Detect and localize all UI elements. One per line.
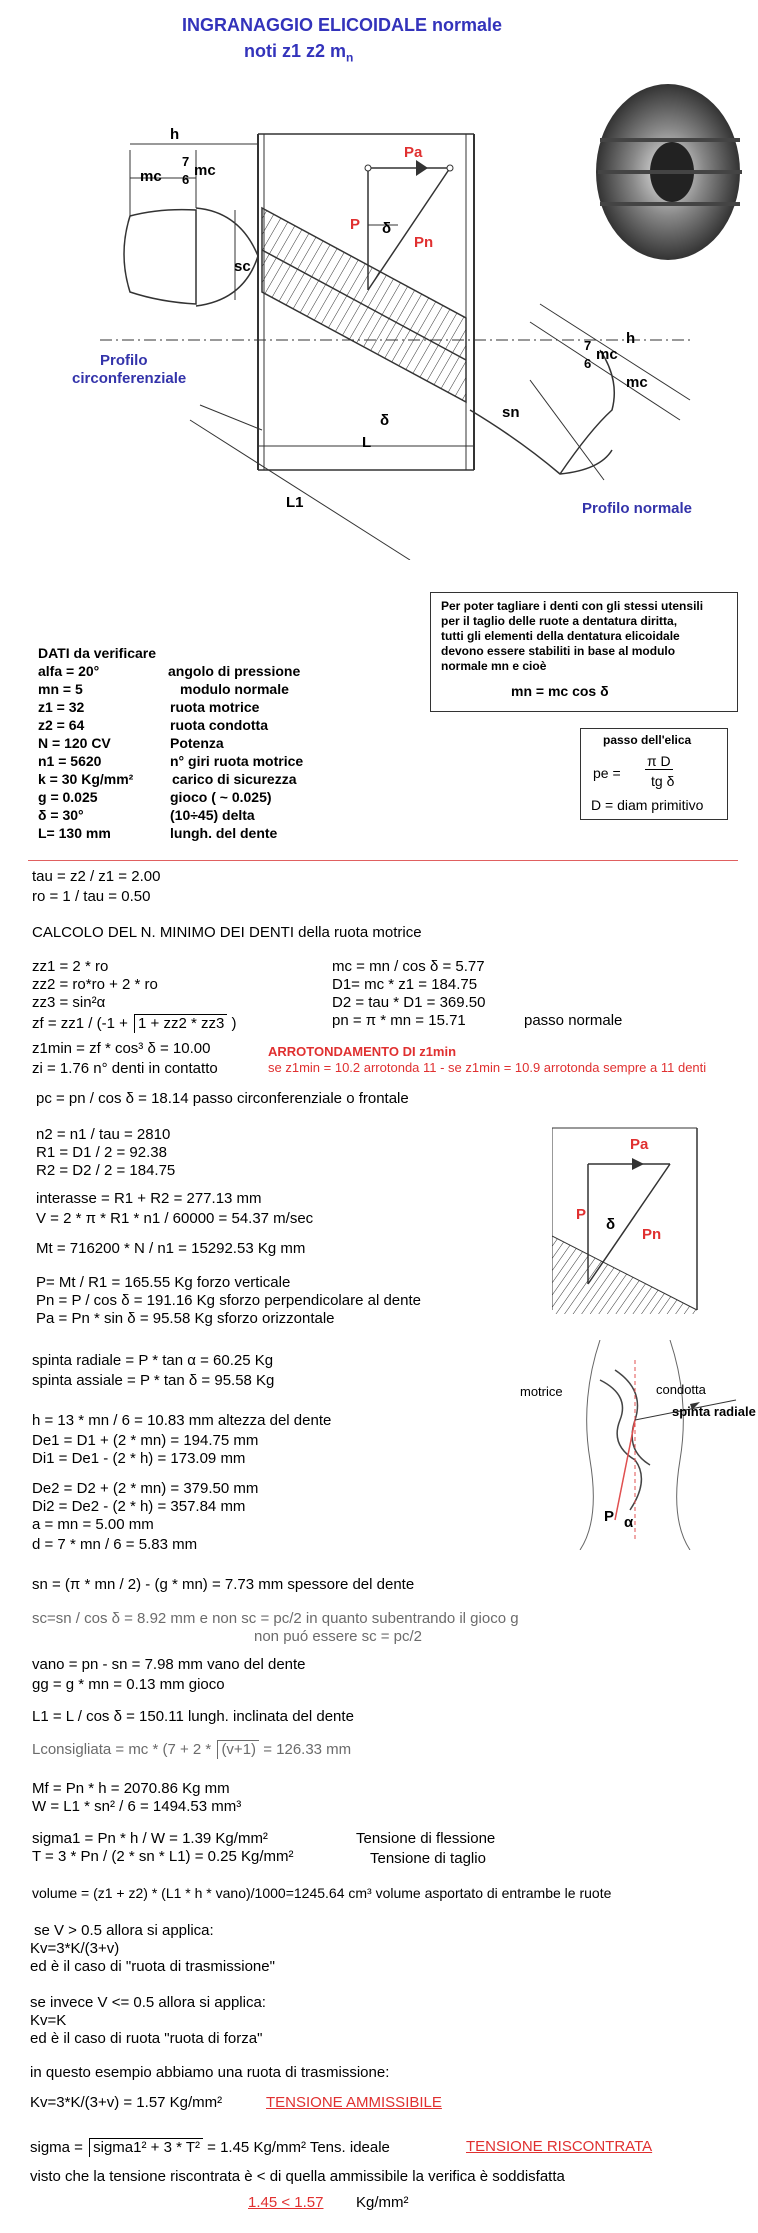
passo-title: passo dell'elica: [603, 733, 692, 747]
arrotondamento-text: se z1min = 10.2 arrotonda 11 - se z1min = 10.9 arrotonda sempre a 11 denti: [268, 1060, 707, 1075]
calc-Di1: Di1 = De1 - (2 * h) = 173.09 mm: [32, 1450, 246, 1467]
calc-Mf: Mf = Pn * h = 2070.86 Kg mm: [32, 1780, 230, 1797]
label-circonferenziale: circonferenziale: [72, 370, 187, 387]
calc-kv-result: Kv=3*K/(3+v) = 1.57 Kg/mm²: [30, 2094, 223, 2111]
dati-desc: angolo di pressione: [168, 663, 301, 679]
calc-seV: se V > 0.5 allora si applica:: [34, 1922, 214, 1939]
calc-spinta-radiale: spinta radiale = P * tan α = 60.25 Kg: [32, 1352, 274, 1369]
calc-zz2: zz2 = ro*ro + 2 * ro: [32, 976, 158, 993]
calc-kv1: Kv=3*K/(3+v): [30, 1940, 120, 1957]
calc-heading: CALCOLO DEL N. MINIMO DEI DENTI della ruota motrice: [32, 924, 422, 941]
calc-d: d = 7 * mn / 6 = 5.83 mm: [32, 1536, 198, 1553]
calc-h: h = 13 * mn / 6 = 10.83 mm altezza del dente: [32, 1412, 332, 1429]
calc-sigma1-label: Tensione di flessione: [356, 1830, 496, 1847]
frac-6: 6: [182, 172, 190, 187]
side-P2: P: [604, 1508, 615, 1525]
side-Pn: Pn: [642, 1226, 662, 1243]
dati-key: L= 130 mm: [38, 825, 111, 841]
dati-desc: ruota motrice: [170, 699, 260, 715]
side-alpha: α: [624, 1514, 634, 1531]
note-line: tutti gli elementi della dentatura elicoidale: [441, 629, 680, 643]
dati-desc: lungh. del dente: [170, 825, 278, 841]
force-side-diagram: [552, 1124, 702, 1314]
helical-gear-diagram: [0, 0, 758, 560]
calc-pc: pc = pn / cos δ = 18.14 passo circonferenziale o frontale: [36, 1090, 409, 1107]
side-Pa: Pa: [630, 1136, 649, 1153]
calc-forza: ed è il caso di ruota "ruota di forza": [30, 2030, 263, 2047]
note-line: Per poter tagliare i denti con gli stessi utensili: [441, 599, 704, 613]
calc-vano: vano = pn - sn = 7.98 mm vano del dente: [32, 1656, 306, 1673]
calc-n2: n2 = n1 / tau = 2810: [36, 1126, 171, 1143]
dim-sn: sn: [502, 404, 520, 421]
note-line: per il taglio delle ruote a dentatura diritta,: [441, 614, 678, 628]
calc-interasse: interasse = R1 + R2 = 277.13 mm: [36, 1190, 262, 1207]
dati-desc: Potenza: [170, 735, 224, 751]
calc-Di2: Di2 = De2 - (2 * h) = 357.84 mm: [32, 1498, 246, 1515]
note-formula: mn = mc cos δ: [511, 683, 609, 699]
note-line: normale mn e cioè: [441, 659, 547, 673]
angle-delta-2: δ: [380, 412, 390, 429]
calc-ro: ro = 1 / tau = 0.50: [32, 888, 151, 905]
frac-7-right: 7: [584, 338, 592, 353]
calc-mc: mc = mn / cos δ = 5.77: [332, 958, 485, 975]
calc-final-unit: Kg/mm²: [356, 2194, 409, 2211]
calc-R1: R1 = D1 / 2 = 92.38: [36, 1144, 167, 1161]
side-P: P: [576, 1206, 587, 1223]
passo-d: D = diam primitivo: [591, 797, 704, 813]
dati-key: mn = 5: [38, 681, 83, 697]
calc-sigma: sigma = sigma1² + 3 * T² = 1.45 Kg/mm² Tens. ideale: [30, 2139, 390, 2156]
dati-desc: (10÷45) delta: [170, 807, 255, 823]
calc-z1min: z1min = zf * cos³ δ = 10.00: [32, 1040, 211, 1057]
calc-kv2: Kv=K: [30, 2012, 67, 2029]
calc-lconsigliata: Lconsigliata = mc * (7 + 2 * (v+1) = 126.33 mm: [32, 1741, 352, 1758]
dim-L: L: [362, 434, 372, 451]
side-motrice: motrice: [520, 1384, 563, 1399]
calc-volume: volume = (z1 + z2) * (L1 * h * vano)/1000=1245.64 cm³ volume asportato di entrambe le ruote: [32, 1885, 612, 1901]
calc-zz1: zz1 = 2 * ro: [32, 958, 109, 975]
note-line: devono essere stabiliti in base al modulo: [441, 644, 676, 658]
dati-key: N = 120 CV: [38, 735, 111, 751]
dim-mc: mc: [140, 168, 162, 185]
angle-delta: δ: [382, 220, 392, 237]
passo-box: [580, 728, 728, 820]
label-profilo-normale: Profilo normale: [582, 500, 693, 517]
dim-7-6-mc: mc: [194, 162, 216, 179]
dati-desc: gioco ( ~ 0.025): [170, 789, 272, 805]
tensione-riscontrata: TENSIONE RISCONTRATA: [466, 2138, 653, 2155]
calc-zf: zf = zz1 / (-1 + 1 + zz2 * zz3 ): [32, 1015, 237, 1032]
force-Pn: Pn: [414, 234, 434, 251]
calc-R2: R2 = D2 / 2 = 184.75: [36, 1162, 176, 1179]
dati-key: alfa = 20°: [38, 663, 100, 679]
page-subtitle: noti z1 z2 $m_n$: [244, 41, 354, 65]
calc-L1: L1 = L / cos δ = 150.11 lungh. inclinata del dente: [32, 1708, 354, 1725]
force-Pa: Pa: [404, 144, 423, 161]
dati-key: δ = 30°: [38, 807, 84, 823]
mesh-side-diagram: [540, 1340, 740, 1550]
dati-key: g = 0.025: [38, 789, 98, 805]
calc-De1: De1 = D1 + (2 * mn) = 194.75 mm: [32, 1432, 259, 1449]
calc-T-label: Tensione di taglio: [370, 1850, 486, 1867]
dati-key: z1 = 32: [38, 699, 85, 715]
dati-key: n1 = 5620: [38, 753, 102, 769]
dim-L1: L1: [286, 494, 304, 511]
calc-sc: sc=sn / cos δ = 8.92 mm e non sc = pc/2 in quanto subentrando il gioco g: [32, 1610, 519, 1627]
side-delta: δ: [606, 1216, 616, 1233]
calc-V: V = 2 * π * R1 * n1 / 60000 = 54.37 m/sec: [36, 1210, 314, 1227]
dati-desc: carico di sicurezza: [172, 771, 297, 787]
calc-pn: pn = π * mn = 15.71: [332, 1012, 466, 1029]
page-title: INGRANAGGIO ELICOIDALE normale: [182, 15, 503, 35]
side-spinta-radiale: spinta radiale: [672, 1404, 756, 1419]
calc-esempio: in questo esempio abbiamo una ruota di trasmissione:: [30, 2064, 390, 2081]
calc-sigma1: sigma1 = Pn * h / W = 1.39 Kg/mm²: [32, 1830, 268, 1847]
calc-final: 1.45 < 1.57: [248, 2194, 324, 2211]
calc-seinvece: se invece V <= 0.5 allora si applica:: [30, 1994, 266, 2011]
dati-key: z2 = 64: [38, 717, 85, 733]
calc-Pn: Pn = P / cos δ = 191.16 Kg sforzo perpendicolare al dente: [36, 1292, 421, 1309]
calc-zi: zi = 1.76 n° denti in contatto: [32, 1060, 218, 1077]
calc-pn-label: passo normale: [524, 1012, 623, 1029]
calc-P: P= Mt / R1 = 165.55 Kg forzo verticale: [36, 1274, 291, 1291]
calc-sc-2: non puó essere sc = pc/2: [254, 1628, 423, 1645]
frac-7: 7: [182, 154, 190, 169]
dim-mc-right: mc: [596, 346, 618, 363]
force-P: P: [350, 216, 361, 233]
calc-gg: gg = g * mn = 0.13 mm gioco: [32, 1676, 225, 1693]
dati-key: k = 30 Kg/mm²: [38, 771, 134, 787]
divider: [28, 860, 738, 861]
dati-desc: n° giri ruota motrice: [170, 753, 304, 769]
calc-verifica: visto che la tensione riscontrata è < di quella ammissibile la verifica è soddisfatta: [30, 2168, 565, 2185]
calc-Pa: Pa = Pn * sin δ = 95.58 Kg sforzo orizzontale: [36, 1310, 335, 1327]
calc-sn: sn = (π * mn / 2) - (g * mn) = 7.73 mm spessore del dente: [32, 1576, 415, 1593]
note-box: [430, 592, 738, 712]
tensione-ammissibile: TENSIONE AMMISSIBILE: [266, 2094, 442, 2111]
calc-D1: D1= mc * z1 = 184.75: [332, 976, 478, 993]
calc-Mt: Mt = 716200 * N / n1 = 15292.53 Kg mm: [36, 1240, 306, 1257]
calc-T: T = 3 * Pn / (2 * sn * L1) = 0.25 Kg/mm²: [32, 1848, 294, 1865]
dati-desc: ruota condotta: [170, 717, 268, 733]
dim-h: h: [170, 126, 180, 143]
dati-desc: modulo normale: [180, 681, 289, 697]
side-condotta: condotta: [656, 1382, 706, 1397]
passo-den: tg δ: [651, 773, 675, 789]
dim-sc: sc: [234, 258, 251, 275]
dati-table: [38, 662, 338, 842]
label-profilo: Profilo: [100, 352, 148, 369]
frac-6-right: 6: [584, 356, 592, 371]
calc-trasmissione: ed è il caso di "ruota di trasmissione": [30, 1958, 275, 1975]
dim-mc-right2: mc: [626, 374, 648, 391]
calc-De2: De2 = D2 + (2 * mn) = 379.50 mm: [32, 1480, 259, 1497]
calc-a: a = mn = 5.00 mm: [32, 1516, 154, 1533]
calc-tau: tau = z2 / z1 = 2.00: [32, 868, 161, 885]
calc-D2: D2 = tau * D1 = 369.50: [332, 994, 486, 1011]
dim-h-right: h: [626, 330, 636, 347]
calc-spinta-assiale: spinta assiale = P * tan δ = 95.58 Kg: [32, 1372, 275, 1389]
dati-title: DATI da verificare: [38, 645, 157, 661]
passo-num: π D: [647, 753, 671, 769]
calc-zz3: zz3 = sin²α: [32, 994, 106, 1011]
passo-pe: pe =: [593, 765, 621, 781]
arrotondamento-title: ARROTONDAMENTO DI z1min: [268, 1044, 457, 1059]
calc-W: W = L1 * sn² / 6 = 1494.53 mm³: [32, 1798, 242, 1815]
